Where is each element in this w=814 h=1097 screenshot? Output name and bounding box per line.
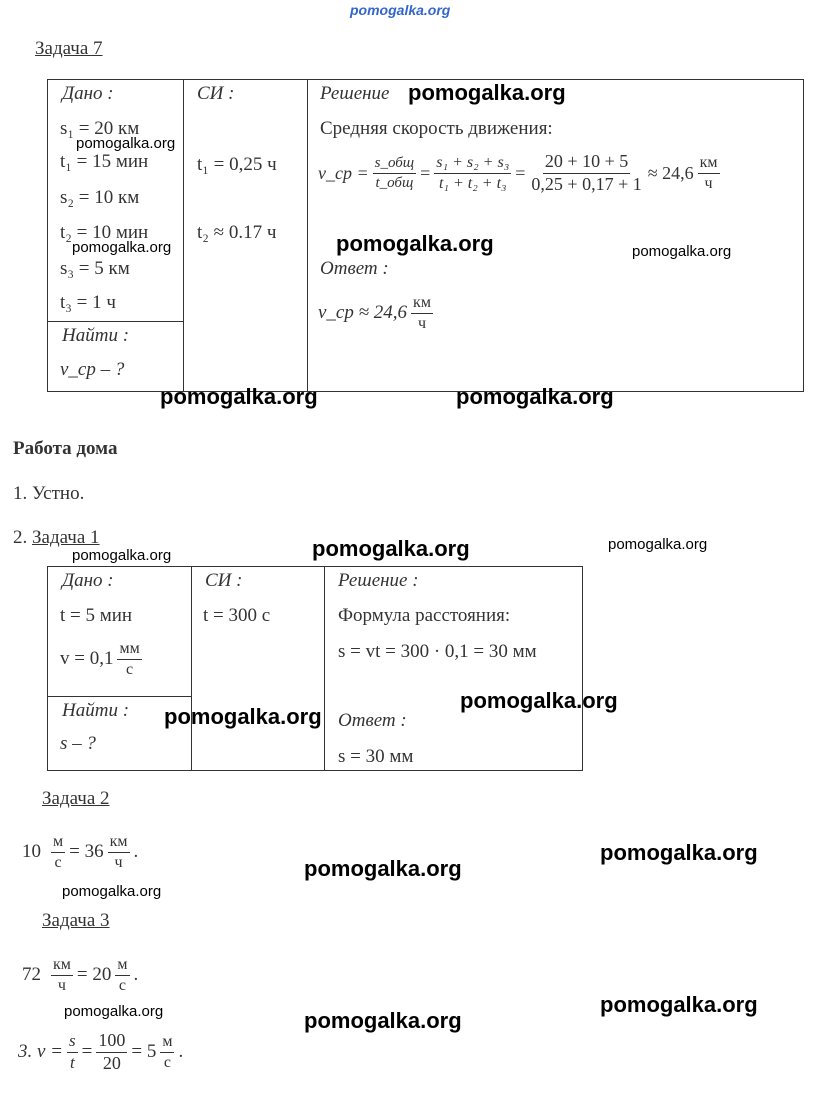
solution-label: Решение : [338,570,419,591]
fraction [529,152,643,195]
equals-value: = 5 [131,1041,157,1063]
task3-equation [22,956,138,994]
unit-fraction [160,1033,174,1071]
homework-item-2 [13,527,100,549]
equals-value: = 36 [69,841,104,863]
numerator: s [67,1032,78,1053]
given-value: s₁ = 20 км [60,118,140,139]
watermark-text: pomogalka.org [72,547,172,564]
given-label: Дано : [62,570,114,591]
numerator: м [115,956,129,976]
watermark-text: pomogalka.org [72,239,172,256]
unit-fraction [115,956,129,994]
watermark-text: pomogalka.org [62,883,162,900]
numerator: м [51,833,65,853]
unit-fraction [117,640,141,678]
watermark-text: pomogalka.org [608,536,708,553]
watermark-text: pomogalka.org [632,243,732,260]
equals-sign: = [420,162,431,183]
given-value: t₁ = 15 мин [60,151,149,172]
watermark-text: pomogalka.org [460,688,618,713]
si-value: t₂ ≈ 0.17 ч [197,222,277,243]
watermark-text: pomogalka.org [336,231,494,256]
numerator: s_общ [373,155,417,174]
find-label: Найти : [62,700,130,721]
si-label: СИ : [205,570,243,591]
task1-title: Задача 1 [32,527,100,548]
table-divider [47,321,184,322]
watermark-text: pomogalka.org [456,384,614,409]
task7-title: Задача 7 [35,38,103,59]
watermark-text: pomogalka.org [64,1003,164,1020]
formula-lhs: 3. v = [18,1041,64,1063]
given-value: s₂ = 10 км [60,187,140,208]
value: 72 [22,964,41,986]
fraction [434,154,511,192]
denominator: с [54,853,62,871]
equals-value: = 20 [76,964,112,986]
table-divider [47,696,192,697]
watermark-text: pomogalka.org [304,1008,462,1033]
denominator: с [126,660,134,678]
table-divider [324,566,325,770]
numerator: км [51,956,73,976]
solution-formula: s = vt = 300 · 0,1 = 30 мм [338,641,537,662]
given-value: v = 0,1 [60,648,114,670]
period: . [133,841,139,863]
homework-item-1: 1. Устно. [13,483,85,504]
given-label: Дано : [62,83,114,104]
table-divider [191,566,192,770]
denominator: ч [704,174,713,192]
unit-fraction [51,833,65,871]
find-label: Найти : [62,325,130,346]
denominator: ч [417,314,427,332]
watermark-text: pomogalka.org [408,80,566,105]
numerator: м [160,1033,174,1053]
given-value: t₃ = 1 ч [60,292,116,313]
given-value: t₂ = 10 мин [60,222,149,243]
numerator: 20 + 10 + 5 [543,152,630,174]
formula-result: ≈ 24,6 [647,162,694,183]
find-value: v_ср – ? [60,359,125,380]
item-number: 2. [13,527,28,548]
fraction [96,1031,127,1074]
given-value: s₃ = 5 км [60,258,130,279]
answer-label: Ответ : [338,710,407,731]
equals-sign: = [515,162,526,183]
si-value: t₁ = 0,25 ч [197,154,277,175]
solution-label: Решение [320,83,390,104]
average-speed-formula [318,152,724,195]
table-divider [183,79,184,391]
given-value: t = 5 мин [60,605,133,626]
numerator: км [698,154,720,174]
denominator: t [69,1052,75,1072]
fraction [67,1032,78,1072]
denominator: ч [57,976,66,994]
watermark-text: pomogalka.org [160,384,318,409]
denominator: ч [114,853,123,871]
denominator: с [163,1053,171,1071]
answer-formula [318,294,437,332]
numerator: км [108,833,130,853]
unit-fraction [411,294,433,332]
unit-fraction [108,833,130,871]
task2-equation [22,833,138,871]
watermark-text: pomogalka.org [304,856,462,881]
homework-item-3 [18,1031,183,1074]
value: 10 [22,841,41,863]
answer-label: Ответ : [320,258,389,279]
si-value: t = 300 с [203,605,271,626]
unit-fraction [51,956,73,994]
given-speed [60,640,146,678]
watermark-text: pomogalka.org [600,992,758,1017]
si-label: СИ : [197,83,235,104]
site-header: pomogalka.org [350,2,451,18]
numerator: 100 [96,1031,127,1053]
answer-value: v_ср ≈ 24,6 [318,302,408,324]
table-divider [307,79,308,391]
find-value: s – ? [60,733,96,754]
numerator: км [411,294,433,314]
solution-text: Средняя скорость движения: [320,118,553,139]
numerator: мм [117,640,141,660]
task2-title: Задача 2 [42,788,110,809]
watermark-text: pomogalka.org [164,704,322,729]
denominator: t₁ + t₂ + t₃ [438,174,507,192]
denominator: 0,25 + 0,17 + 1 [531,173,642,194]
fraction [373,155,417,191]
watermark-text: pomogalka.org [600,840,758,865]
answer-value: s = 30 мм [338,746,414,767]
homework-title: Работа дома [13,438,118,459]
denominator: t_общ [375,174,414,191]
solution-text: Формула расстояния: [338,605,511,626]
period: . [178,1041,184,1063]
denominator: с [118,976,126,994]
task3-title: Задача 3 [42,910,110,931]
unit-fraction [698,154,720,192]
watermark-text: pomogalka.org [76,135,176,152]
watermark-text: pomogalka.org [312,536,470,561]
equals-sign: = [81,1041,93,1063]
formula-lhs: v_ср = [318,162,369,183]
denominator: 20 [102,1052,121,1073]
numerator: s₁ + s₂ + s₃ [434,154,511,174]
period: . [133,964,139,986]
